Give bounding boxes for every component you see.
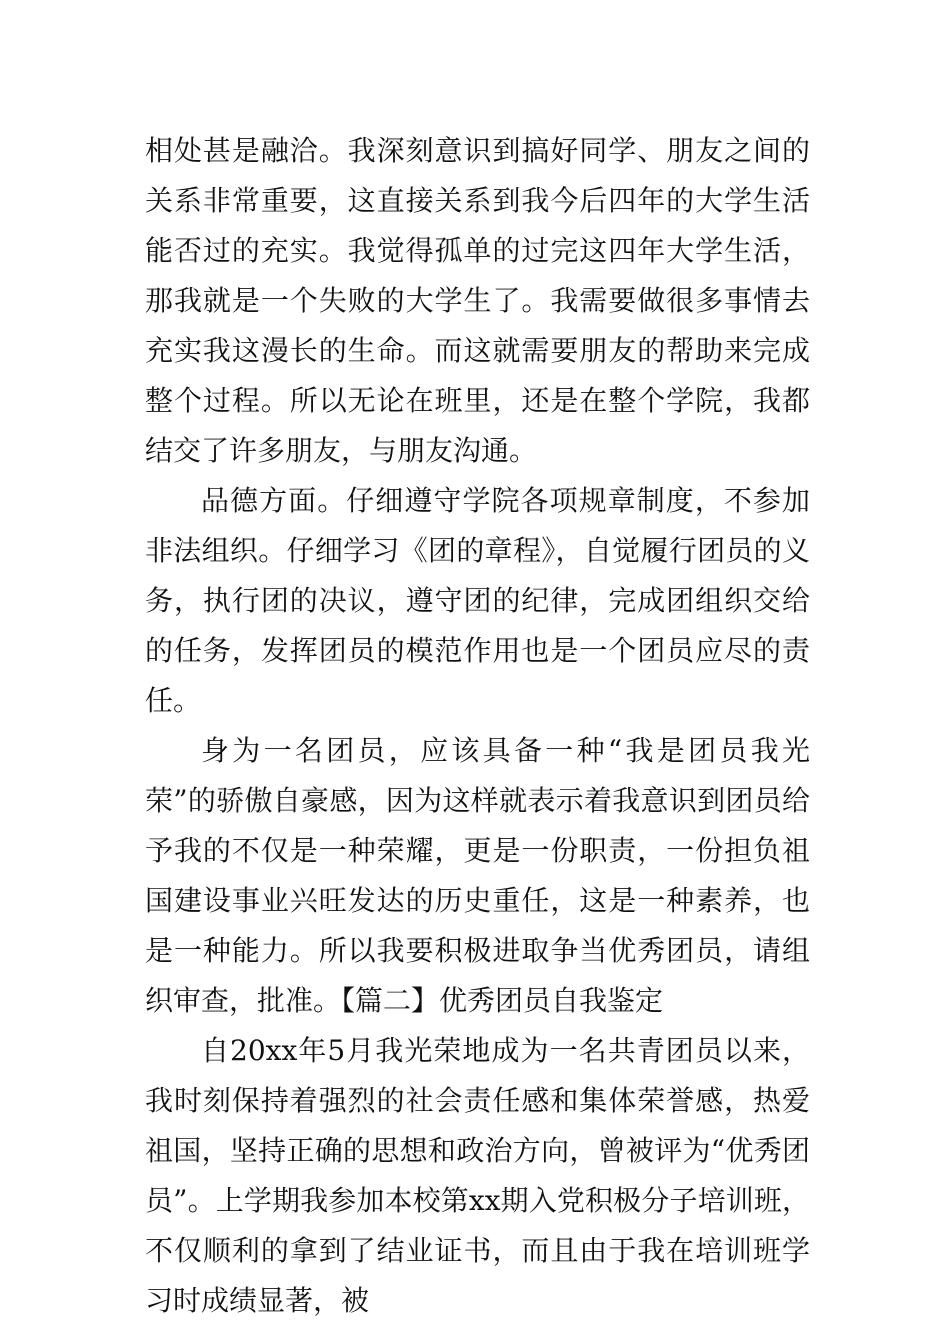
paragraph-4: 自20xx年5月我光荣地成为一名共青团员以来，我时刻保持着强烈的社会责任感和集体荣誉感，热爱祖国，坚持正确的思想和政治方向，曾被评为“优秀团员”。上学期我参加本校第xx期入党积极分子培训班，不仅顺利的拿到了结业证书，而且由于我在培训班学习时成绩显著，被 (145, 1034, 810, 1317)
document-body (145, 126, 810, 1326)
paragraph-2: 品德方面。仔细遵守学院各项规章制度，不参加非法组织。仔细学习《团的章程》，自觉履行团员的义务，执行团的决议，遵守团的纪律，完成团组织交给的任务，发挥团员的模范作用也是一个团员应尽的责任。 (145, 484, 810, 717)
paragraph-1: 相处甚是融洽。我深刻意识到搞好同学、朋友之间的关系非常重要，这直接关系到我今后四年的大学生活能否过的充实。我觉得孤单的过完这四年大学生活，那我就是一个失败的大学生了。我需要做很多事情去充实我这漫长的生命。而这就需要朋友的帮助来完成整个过程。所以无论在班里，还是在整个学院，我都结交了许多朋友，与朋友沟通。 (145, 134, 810, 467)
paragraph-3: 身为一名团员，应该具备一种“我是团员我光荣”的骄傲自豪感，因为这样就表示着我意识到团员给予我的不仅是一种荣耀，更是一份职责，一份担负祖国建设事业兴旺发达的历史重任，这是一种素养，也是一种能力。所以我要积极进取争当优秀团员，请组织审查，批准。【篇二】优秀团员自我鉴定 (145, 734, 810, 1017)
